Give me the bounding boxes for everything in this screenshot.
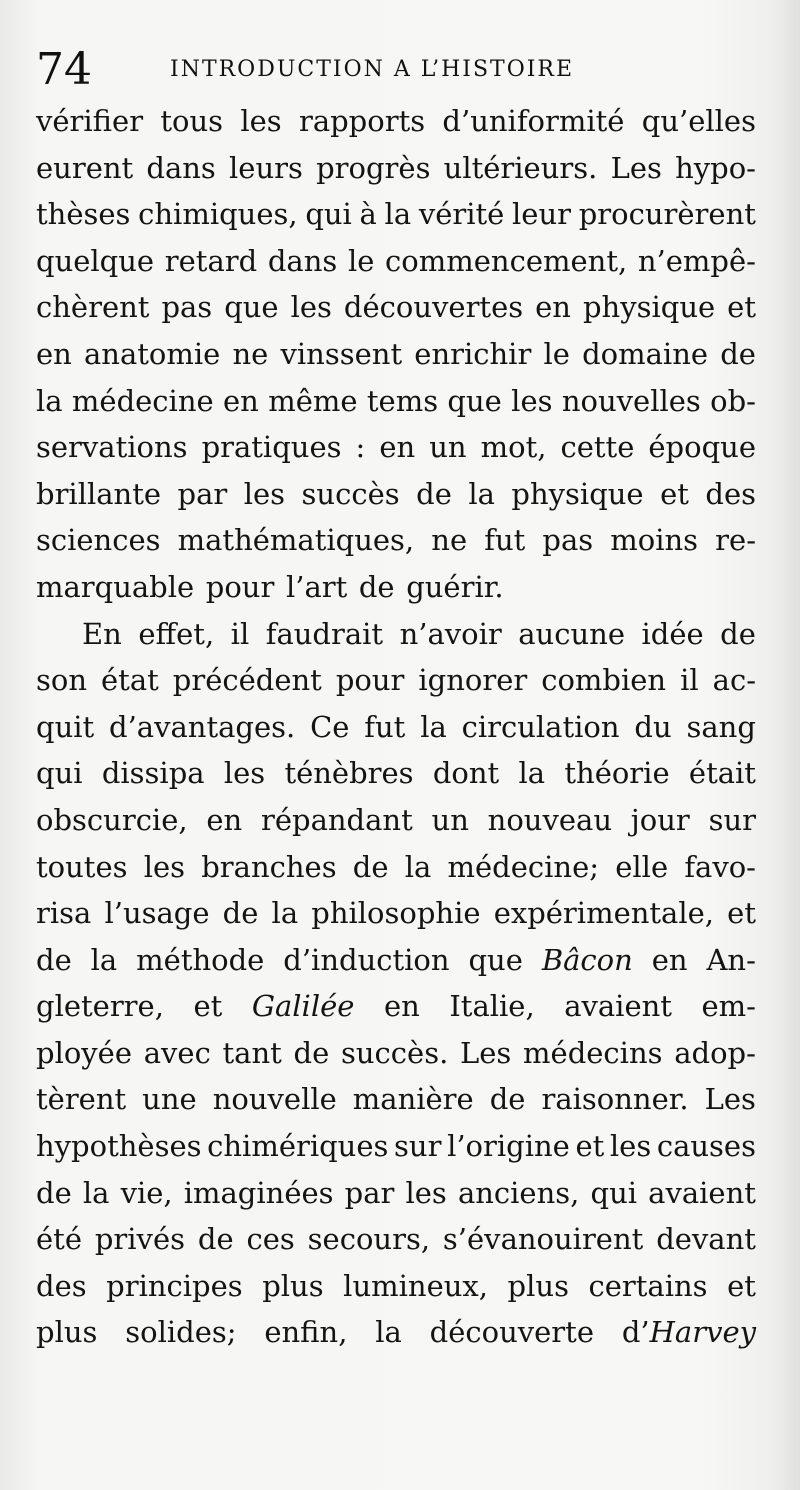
- text-line: [36, 797, 756, 844]
- word: devant: [656, 1222, 756, 1257]
- word: de: [36, 1175, 72, 1210]
- word: méthode: [136, 942, 265, 977]
- word: combien: [541, 663, 667, 698]
- word: succès.: [340, 1035, 449, 1070]
- word: l’usage: [104, 896, 210, 931]
- word: et: [660, 476, 689, 511]
- word: dont: [432, 756, 500, 791]
- word: l’origine: [447, 1129, 570, 1164]
- word: vérifier: [36, 104, 144, 138]
- word: en: [206, 802, 243, 837]
- word: physique: [511, 476, 644, 511]
- word: obscurcie,: [36, 802, 188, 837]
- word: rapports: [298, 104, 426, 138]
- word: médecine;: [447, 849, 600, 884]
- word: sciences: [36, 523, 161, 558]
- text-line: [36, 98, 756, 145]
- word: l’art: [285, 569, 348, 604]
- word: adop-: [674, 1035, 756, 1070]
- word: pas: [161, 290, 213, 325]
- word: théorie: [564, 756, 670, 791]
- word: tems: [366, 383, 439, 418]
- word: chimériques: [207, 1129, 389, 1164]
- word: mathématiques,: [177, 523, 415, 558]
- word: Les: [460, 1035, 512, 1070]
- text-line: [36, 424, 756, 471]
- word: de: [720, 616, 756, 651]
- word: retard: [164, 243, 258, 278]
- word: répandant: [261, 802, 413, 837]
- word: enrichir: [414, 336, 532, 371]
- word: de: [358, 569, 395, 604]
- word: qu’elles: [641, 104, 756, 138]
- word: re-: [715, 523, 756, 558]
- word: dans: [146, 150, 216, 185]
- word: Italie,: [449, 989, 535, 1024]
- word: principes: [106, 1268, 243, 1303]
- word: plus: [36, 1315, 98, 1350]
- text-line: [36, 983, 756, 1030]
- running-head: INTRODUCTION A L’HISTOIRE: [170, 57, 575, 82]
- word: vie,: [120, 1175, 173, 1210]
- word: chimiques,: [138, 197, 298, 232]
- word: un: [429, 430, 467, 465]
- word: An-: [706, 942, 756, 977]
- word: chèrent: [36, 290, 150, 325]
- text-line: [36, 1123, 756, 1170]
- text-line: [36, 1030, 756, 1077]
- word: Galilée: [251, 989, 355, 1024]
- word: que: [468, 942, 523, 977]
- word: des: [705, 476, 756, 511]
- word: les: [609, 1129, 652, 1164]
- word: du: [634, 709, 672, 744]
- word: idée: [641, 616, 704, 651]
- word: ne: [431, 523, 468, 558]
- text-line: [36, 890, 756, 937]
- word: il: [680, 663, 699, 698]
- word: imaginées: [183, 1175, 334, 1210]
- word: pratiques: [201, 430, 342, 465]
- text-line: [36, 844, 756, 891]
- word: progrès: [316, 150, 431, 185]
- word: plus: [507, 1268, 569, 1303]
- word: En: [82, 616, 122, 651]
- word: lumineux,: [343, 1268, 488, 1303]
- word: était: [688, 756, 756, 791]
- word: d’induction: [283, 942, 450, 977]
- word: qui: [590, 1175, 638, 1210]
- text-line: [36, 1076, 756, 1123]
- word: découvertes: [343, 290, 524, 325]
- word: qui: [305, 197, 352, 232]
- word: de: [222, 896, 259, 931]
- word: que: [447, 383, 502, 418]
- word: n’empê-: [637, 243, 756, 278]
- word: anatomie: [84, 336, 221, 371]
- word: nouvelles: [561, 383, 701, 418]
- word: et: [575, 1129, 605, 1164]
- word: risa: [36, 896, 92, 931]
- word: aucune: [518, 616, 625, 651]
- word: et: [727, 896, 756, 931]
- word: effet,: [138, 616, 215, 651]
- word: les: [290, 290, 332, 325]
- word: la: [36, 383, 63, 418]
- word: les: [223, 756, 266, 791]
- word: qui: [36, 756, 83, 791]
- word: par: [344, 1175, 395, 1210]
- word: ultérieurs.: [443, 150, 598, 185]
- word: anciens,: [457, 1175, 580, 1210]
- text-line: [36, 145, 756, 192]
- word: médecine: [71, 383, 214, 418]
- word: de: [489, 1082, 526, 1117]
- word: les: [143, 849, 186, 884]
- word: nouvelle: [212, 1082, 337, 1117]
- word: même: [268, 383, 358, 418]
- word: pour: [335, 663, 405, 698]
- word: les: [511, 383, 553, 418]
- word: la: [518, 756, 546, 791]
- word: ténèbres: [284, 756, 414, 791]
- word: sang: [686, 709, 756, 744]
- word: Les: [704, 1082, 756, 1117]
- word: leurs: [229, 150, 303, 185]
- word: commencement,: [385, 243, 628, 278]
- word: des: [36, 1268, 87, 1303]
- word: succès: [301, 476, 400, 511]
- word: d’uniformité: [442, 104, 625, 138]
- word: faudrait: [265, 616, 384, 651]
- word: circulation: [461, 709, 620, 744]
- word: la: [271, 896, 299, 931]
- word: guérir.: [406, 569, 504, 604]
- word: un: [431, 802, 469, 837]
- word: vinssent: [280, 336, 403, 371]
- word: leur: [512, 197, 572, 232]
- word: précédent: [172, 663, 322, 698]
- word: causes: [656, 1129, 756, 1164]
- word: branches: [201, 849, 337, 884]
- text-line: [36, 937, 756, 984]
- word: et: [193, 989, 223, 1024]
- word: expérimentale,: [493, 896, 715, 931]
- word: avaient: [648, 1175, 756, 1210]
- text-line: [36, 704, 756, 751]
- word: Ce: [310, 709, 350, 744]
- word: il: [230, 616, 250, 651]
- text-line: [36, 564, 756, 611]
- word: moins: [610, 523, 699, 558]
- text-line: [36, 1170, 756, 1217]
- word: en: [383, 989, 420, 1024]
- word: la: [375, 1315, 402, 1350]
- text-line: [36, 750, 756, 797]
- text-line: [36, 1263, 756, 1310]
- word: découverte: [429, 1315, 594, 1350]
- word: quit: [36, 709, 95, 744]
- word: la: [468, 476, 495, 511]
- word: procurèrent: [578, 197, 756, 232]
- word: de: [720, 336, 756, 371]
- word: en: [223, 383, 259, 418]
- word: cette: [560, 430, 635, 465]
- page-header: [36, 42, 756, 98]
- word: :: [355, 430, 366, 465]
- text-line: [36, 1216, 756, 1263]
- word: en: [36, 336, 72, 371]
- word: les: [405, 1175, 447, 1210]
- word: les: [243, 476, 286, 511]
- word: de: [36, 942, 72, 977]
- word: et: [727, 290, 756, 325]
- word: em-: [701, 989, 756, 1024]
- text-line: [36, 1309, 756, 1356]
- word: manière: [352, 1082, 474, 1117]
- word: secours,: [307, 1222, 431, 1257]
- word: la: [384, 197, 412, 232]
- word: à: [359, 197, 377, 232]
- word: philosophie: [311, 896, 481, 931]
- word: pas: [542, 523, 594, 558]
- word: servations: [36, 430, 188, 465]
- word: le: [347, 243, 375, 278]
- word: ployée: [36, 1035, 133, 1070]
- word: de: [293, 1035, 330, 1070]
- body-text: [36, 98, 756, 1356]
- word: eurent: [36, 150, 134, 185]
- word: ac-: [712, 663, 756, 698]
- text-line: [36, 611, 756, 658]
- word: dans: [267, 243, 338, 278]
- word: en: [651, 942, 688, 977]
- word: que: [224, 290, 279, 325]
- word: jour: [630, 802, 690, 837]
- word: toutes: [36, 849, 128, 884]
- word: plus: [262, 1268, 324, 1303]
- word: dissipa: [101, 756, 205, 791]
- page-number: 74: [36, 44, 92, 95]
- word: d’Harvey: [621, 1315, 756, 1350]
- word: s’évanouirent: [442, 1222, 644, 1257]
- word: raisonner.: [541, 1082, 689, 1117]
- text-line: [36, 471, 756, 518]
- text-line: [36, 378, 756, 425]
- word: thèses: [36, 197, 131, 232]
- word: ne: [232, 336, 269, 371]
- text-line: [36, 238, 756, 285]
- word: enfin,: [264, 1315, 348, 1350]
- word: tous: [160, 104, 224, 138]
- text-line: [36, 331, 756, 378]
- word: n’avoir: [399, 616, 502, 651]
- word: physique: [582, 290, 716, 325]
- word: tant: [222, 1035, 282, 1070]
- word: une: [142, 1082, 197, 1117]
- word: elle: [615, 849, 669, 884]
- word: domaine: [582, 336, 709, 371]
- word: gleterre,: [36, 989, 164, 1024]
- word: vérité: [418, 197, 505, 232]
- word: de: [197, 1222, 234, 1257]
- word: quelque: [36, 243, 155, 278]
- word: été: [36, 1222, 82, 1257]
- text-line: [36, 517, 756, 564]
- text-line: [36, 191, 756, 238]
- word: la: [420, 709, 447, 744]
- word: privés: [94, 1222, 185, 1257]
- page-edge-shadow: [770, 0, 800, 1490]
- word: ces: [246, 1222, 295, 1257]
- word: son: [36, 663, 88, 698]
- word: fut: [484, 523, 526, 558]
- word: la: [82, 1175, 110, 1210]
- word: nouveau: [487, 802, 612, 837]
- word: hypothèses: [36, 1129, 202, 1164]
- word: pour: [205, 569, 275, 604]
- word: mot,: [480, 430, 547, 465]
- word: avec: [143, 1035, 211, 1070]
- word: de: [352, 849, 389, 884]
- word: tèrent: [36, 1082, 127, 1117]
- word: d’avantages.: [109, 709, 296, 744]
- word: médecins: [523, 1035, 663, 1070]
- text-line: [36, 657, 756, 704]
- word: marquable: [36, 569, 195, 604]
- word: par: [177, 476, 228, 511]
- word: favo-: [684, 849, 756, 884]
- word: certains: [588, 1268, 708, 1303]
- word: Bâcon: [541, 942, 633, 977]
- word: brillante: [36, 476, 162, 511]
- word: de: [416, 476, 452, 511]
- word: avaient: [564, 989, 672, 1024]
- word: et: [727, 1268, 756, 1303]
- word: les: [240, 104, 282, 138]
- word: ignorer: [418, 663, 528, 698]
- word: fut: [364, 709, 406, 744]
- word: en: [535, 290, 571, 325]
- word: sur: [394, 1129, 442, 1164]
- word: époque: [648, 430, 756, 465]
- word: ob-: [710, 383, 756, 418]
- word: la: [404, 849, 432, 884]
- word: sur: [708, 802, 756, 837]
- word: le: [543, 336, 570, 371]
- word: solides;: [125, 1315, 237, 1350]
- word: état: [101, 663, 159, 698]
- word: Les: [610, 150, 662, 185]
- word: la: [90, 942, 118, 977]
- word: en: [379, 430, 416, 465]
- word: hypo-: [675, 150, 756, 185]
- text-line: [36, 284, 756, 331]
